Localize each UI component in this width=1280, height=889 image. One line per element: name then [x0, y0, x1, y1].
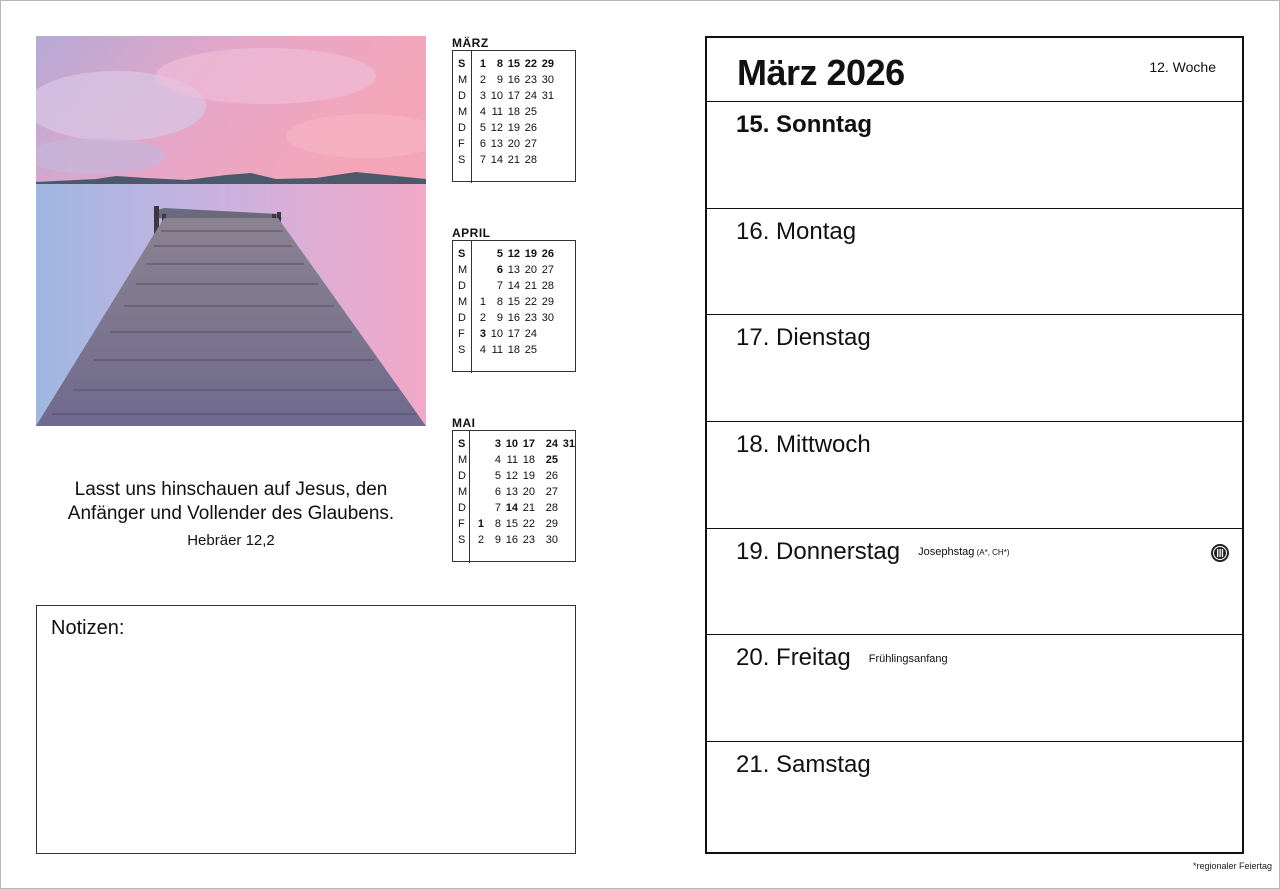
date-cell: 22	[524, 296, 537, 308]
weekday-column	[453, 51, 472, 183]
weekday-label: S	[458, 154, 466, 166]
week-number: 12. Woche	[1149, 59, 1216, 75]
date-cell: 14	[507, 280, 520, 292]
day-row[interactable]	[707, 315, 1242, 422]
day-row[interactable]	[707, 529, 1242, 636]
date-cell: 21	[507, 154, 520, 166]
date-cell: 10	[505, 438, 518, 450]
mini-calendar-title: APRIL	[452, 226, 491, 240]
week-column	[470, 436, 484, 561]
week-header	[707, 38, 1242, 102]
date-cell: 8	[496, 58, 503, 70]
date-cell: 22	[524, 58, 537, 70]
weekday-label: S	[458, 534, 466, 546]
date-cell: 6	[479, 138, 486, 150]
day-row[interactable]	[707, 742, 1242, 849]
date-cell	[558, 452, 575, 468]
date-cell: 11	[491, 106, 503, 118]
date-cell: 16	[505, 534, 518, 546]
date-cell: 13	[490, 138, 503, 150]
week-column	[535, 436, 558, 561]
day-label: 18. Mittwoch	[736, 431, 871, 459]
date-cell: 7	[479, 154, 486, 166]
month-title: März 2026	[737, 52, 905, 93]
day-note: Frühlingsanfang	[868, 653, 948, 666]
date-cell: 10	[490, 328, 503, 340]
day-row[interactable]	[707, 635, 1242, 742]
day-label: 15. Sonntag	[736, 111, 873, 138]
date-cell: 17	[507, 90, 520, 102]
weekday-label: S	[458, 248, 466, 260]
mini-calendar-title: MAI	[452, 416, 476, 430]
date-cell: 28	[545, 502, 558, 514]
weekday-label: D	[458, 502, 466, 514]
quote-line: Lasst uns hinschauen auf Jesus, den	[74, 479, 388, 500]
week-column	[537, 56, 554, 181]
date-cell: 13	[505, 486, 518, 498]
date-cell	[470, 500, 484, 516]
weekday-label: M	[458, 296, 468, 308]
date-cell	[558, 532, 575, 548]
date-cell: 14	[490, 154, 503, 166]
mini-calendar-grid	[452, 240, 576, 372]
weekday-column	[453, 241, 472, 373]
weekday-column	[453, 431, 470, 563]
weekday-label: D	[458, 122, 466, 134]
date-cell: 11	[506, 454, 518, 466]
week-column	[486, 246, 503, 371]
weekday-label: S	[458, 438, 466, 450]
date-cell	[537, 120, 554, 136]
date-cell	[537, 136, 554, 152]
date-cell	[537, 326, 554, 342]
date-cell: 26	[545, 470, 558, 482]
weekday-label: M	[458, 486, 468, 498]
date-cell: 11	[491, 344, 503, 356]
weekday-label: D	[458, 470, 466, 482]
jetty-photo	[36, 36, 426, 426]
date-cell: 3	[479, 90, 486, 102]
day-note: Josephstag (A*, CH*)	[918, 546, 1010, 559]
date-cell: 19	[524, 248, 537, 260]
date-cell: 29	[545, 518, 558, 530]
date-cell: 2	[479, 74, 486, 86]
date-cell	[470, 468, 484, 484]
week-column	[484, 436, 501, 561]
week-column	[503, 56, 520, 181]
date-cell: 12	[490, 122, 503, 134]
day-label: 17. Dienstag	[736, 324, 871, 352]
date-cell: 30	[545, 534, 558, 546]
date-cell	[537, 152, 554, 168]
weekday-label: M	[458, 264, 468, 276]
mini-calendar-grid	[452, 430, 576, 562]
day-label: 16. Montag	[736, 217, 857, 245]
week-column	[501, 436, 518, 561]
date-cell: 18	[507, 344, 520, 356]
date-cell: 27	[545, 486, 558, 498]
date-cell	[537, 104, 554, 120]
weekday-label: S	[458, 344, 466, 356]
date-cell: 21	[522, 502, 535, 514]
footnote: *regionaler Feiertag	[1192, 861, 1272, 871]
week-column	[503, 246, 520, 371]
weekday-label: M	[458, 106, 468, 118]
week-column	[537, 246, 554, 371]
date-cell: 15	[507, 296, 520, 308]
week-column	[472, 246, 486, 371]
date-cell: 26	[541, 248, 554, 260]
mini-calendar-april	[452, 226, 576, 372]
mini-calendar-title: MÄRZ	[452, 36, 489, 50]
date-cell: 16	[507, 74, 520, 86]
date-cell: 28	[541, 280, 554, 292]
date-cell: 20	[507, 138, 520, 150]
day-row[interactable]	[707, 209, 1242, 316]
date-cell: 13	[507, 264, 520, 276]
date-cell: 26	[524, 122, 537, 134]
date-cell: 2	[479, 312, 486, 324]
date-cell: 17	[522, 438, 535, 450]
date-cell: 19	[522, 470, 535, 482]
date-cell: 17	[507, 328, 520, 340]
week-planner	[705, 36, 1244, 854]
week-column	[558, 436, 575, 561]
date-cell: 28	[524, 154, 537, 166]
date-cell: 9	[496, 312, 503, 324]
date-cell	[470, 436, 484, 452]
date-cell: 29	[541, 296, 554, 308]
date-cell: 5	[496, 248, 503, 260]
date-cell: 29	[541, 58, 554, 70]
day-label: 19. Donnerstag Josephstag (A*, CH*)	[736, 537, 1010, 565]
holiday-seal-icon	[1210, 543, 1230, 568]
date-cell: 1	[479, 58, 486, 70]
weekday-label: F	[458, 518, 465, 530]
date-cell	[558, 516, 575, 532]
week-column	[486, 56, 503, 181]
weekday-label: F	[458, 138, 465, 150]
day-label: 20. Freitag Frühlingsanfang	[736, 644, 948, 672]
date-cell: 5	[479, 122, 486, 134]
date-cell: 4	[479, 344, 486, 356]
date-cell: 1	[479, 296, 486, 308]
date-cell: 23	[524, 312, 537, 324]
date-cell: 15	[507, 58, 520, 70]
date-cell: 8	[494, 518, 501, 530]
date-cell: 12	[507, 248, 520, 260]
day-label: 21. Samstag	[736, 751, 871, 779]
date-cell	[558, 484, 575, 500]
date-cell: 24	[524, 90, 537, 102]
date-cell: 23	[524, 74, 537, 86]
weekday-label: M	[458, 454, 468, 466]
date-cell: 27	[524, 138, 537, 150]
mini-calendar-maerz	[452, 36, 576, 182]
date-cell: 25	[524, 106, 537, 118]
week-column	[472, 56, 486, 181]
weekday-label: M	[458, 74, 468, 86]
date-cell: 10	[490, 90, 503, 102]
date-cell	[472, 246, 486, 262]
date-cell: 19	[507, 122, 520, 134]
date-cell: 6	[494, 486, 501, 498]
date-cell: 18	[507, 106, 520, 118]
date-cell: 24	[545, 438, 558, 450]
date-cell: 20	[524, 264, 537, 276]
date-cell	[472, 262, 486, 278]
date-cell: 23	[522, 534, 535, 546]
date-cell: 7	[494, 502, 501, 514]
day-note-suffix: (A*, CH*)	[974, 548, 1010, 558]
date-cell: 21	[524, 280, 537, 292]
date-cell	[472, 278, 486, 294]
weekday-label: D	[458, 280, 466, 292]
date-cell: 4	[494, 454, 501, 466]
week-column	[520, 56, 537, 181]
date-cell: 8	[496, 296, 503, 308]
date-cell: 3	[494, 438, 501, 450]
date-cell: 24	[524, 328, 537, 340]
date-cell: 15	[505, 518, 518, 530]
date-cell: 5	[494, 470, 501, 482]
date-cell	[558, 468, 575, 484]
weekday-label: D	[458, 312, 466, 324]
date-cell: 22	[522, 518, 535, 530]
day-row[interactable]	[707, 102, 1242, 209]
notes-label: Notizen:	[51, 617, 125, 639]
date-cell: 7	[496, 280, 503, 292]
day-row[interactable]	[707, 422, 1242, 529]
date-cell: 30	[541, 74, 554, 86]
week-column	[518, 436, 535, 561]
mini-calendar-mai	[452, 416, 576, 562]
date-cell: 12	[505, 470, 518, 482]
date-cell: 2	[477, 534, 484, 546]
date-cell: 30	[541, 312, 554, 324]
weekday-label: D	[458, 90, 466, 102]
date-cell: 14	[505, 502, 518, 514]
date-cell: 31	[562, 438, 575, 450]
date-cell	[470, 484, 484, 500]
mini-calendar-grid	[452, 50, 576, 182]
notes-box[interactable]	[36, 605, 576, 854]
date-cell: 9	[496, 74, 503, 86]
date-cell	[537, 342, 554, 358]
bible-quote	[36, 478, 426, 549]
date-cell: 4	[479, 106, 486, 118]
weekday-label: F	[458, 328, 465, 340]
date-cell: 9	[494, 534, 501, 546]
date-cell: 16	[507, 312, 520, 324]
date-cell: 25	[545, 454, 558, 466]
week-column	[520, 246, 537, 371]
date-cell: 20	[522, 486, 535, 498]
date-cell	[470, 452, 484, 468]
date-cell: 1	[477, 518, 484, 530]
date-cell: 3	[479, 328, 486, 340]
quote-reference: Hebräer 12,2	[187, 532, 275, 549]
date-cell: 25	[524, 344, 537, 356]
date-cell: 31	[541, 90, 554, 102]
date-cell: 18	[522, 454, 535, 466]
date-cell: 6	[496, 264, 503, 276]
date-cell: 27	[541, 264, 554, 276]
quote-line: Anfänger und Vollender des Glaubens.	[67, 503, 395, 524]
date-cell	[558, 500, 575, 516]
weekday-label: S	[458, 58, 466, 70]
